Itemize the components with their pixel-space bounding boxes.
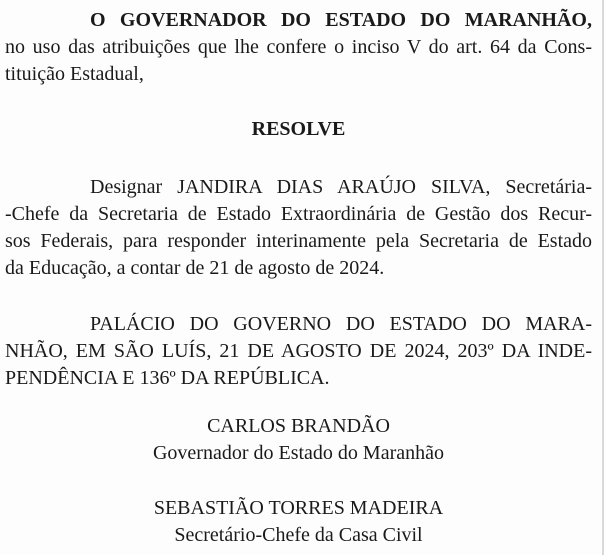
signature-name-governor: CARLOS BRANDÃO — [207, 415, 390, 437]
header-authority-line-end: tituição Estadual, — [5, 63, 144, 85]
resolve-heading: RESOLVE — [251, 118, 346, 140]
place-date-line-1: PALÁCIO DO GOVERNO DO ESTADO DO MARA- — [90, 313, 592, 335]
signature-title-secretary: Secretário-Chefe da Casa Civil — [174, 524, 423, 546]
header-authority-line: no uso das atribuições que lhe confere o inciso V do art. 64 da Cons- — [5, 36, 592, 58]
place-date-line-3: PENDÊNCIA E 136º DA REPÚBLICA. — [5, 367, 330, 389]
header-governor: O GOVERNADOR DO ESTADO DO MARANHÃO, — [90, 9, 592, 31]
signature-title-governor: Governador do Estado do Maranhão — [152, 442, 445, 464]
body-line-3: sos Federais, para responder interinamente pela Secretaria de Estado — [5, 230, 592, 252]
place-date-line-2: NHÃO, EM SÃO LUÍS, 21 DE AGOSTO DE 2024, 203º DA INDE- — [5, 340, 592, 362]
body-line-4: da Educação, a contar de 21 de agosto de 2024. — [5, 257, 385, 279]
body-line-1: Designar JANDIRA DIAS ARAÚJO SILVA, Secretária- — [90, 176, 592, 198]
signature-name-secretary: SEBASTIÃO TORRES MADEIRA — [153, 497, 444, 519]
body-line-2: -Chefe da Secretaria de Estado Extraordinária de Gestão dos Recur- — [5, 203, 592, 225]
